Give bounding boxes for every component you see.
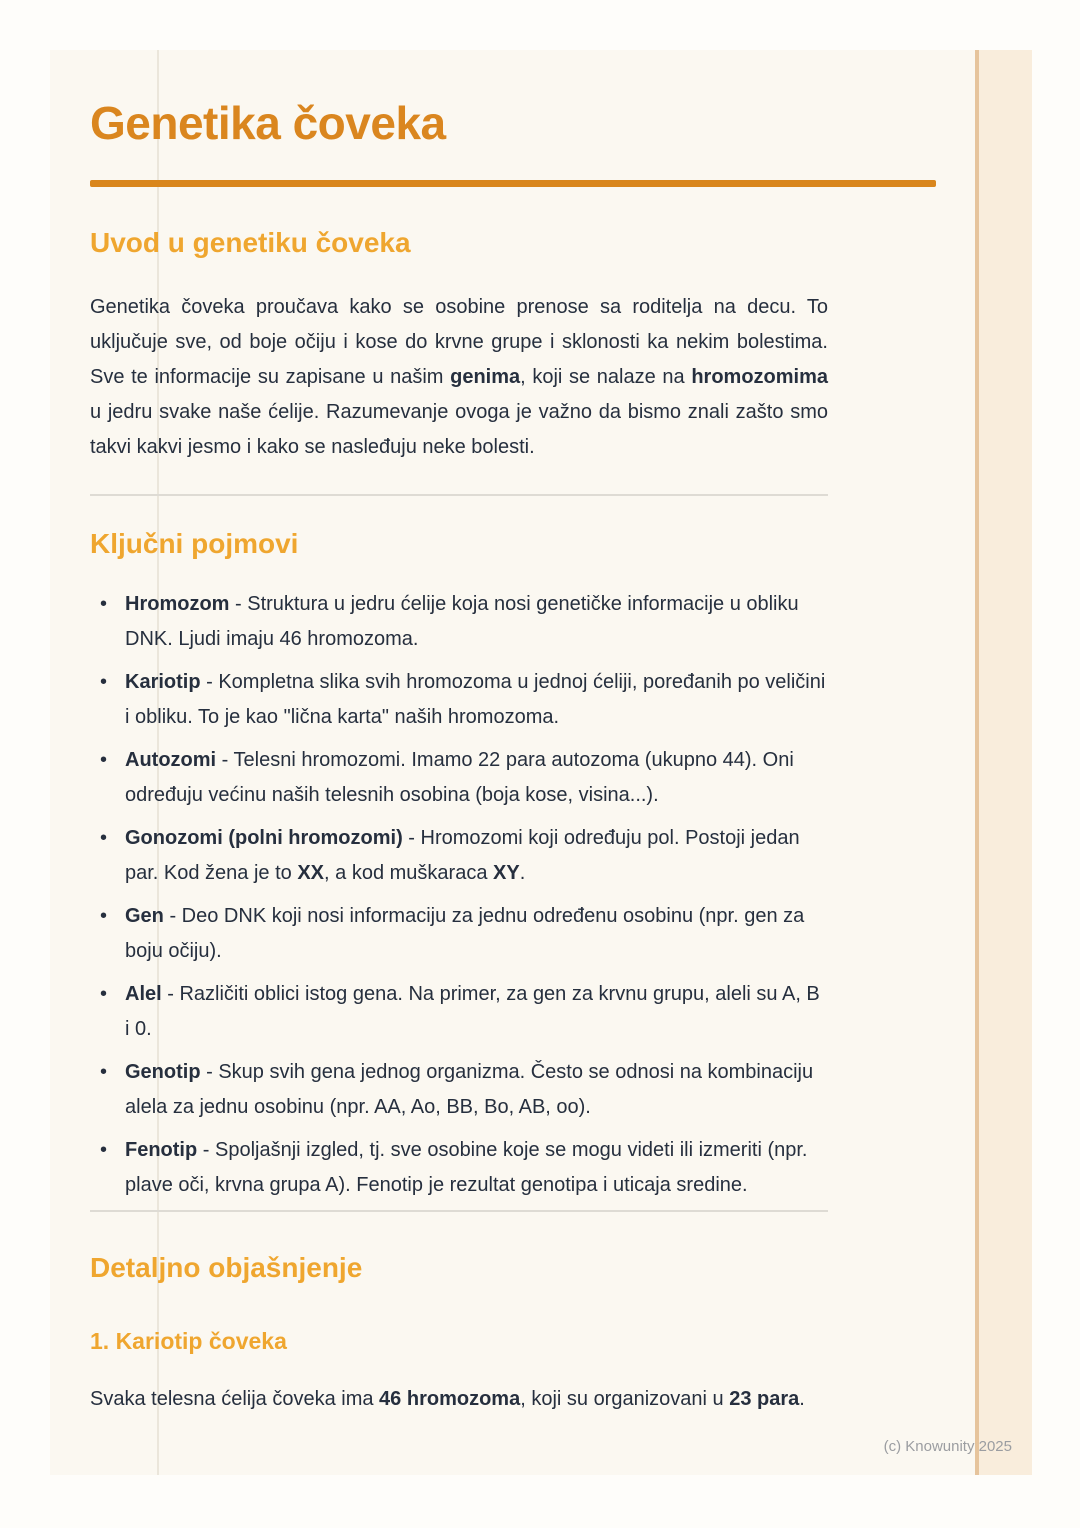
term-text: Gen - Deo DNK koji nosi informaciju za jednu određenu osobinu (npr. gen za boju očiju). [125,904,805,962]
term-text: Kariotip - Kompletna slika svih hromozoma u jednoj ćeliji, poređanih po veličini i obliku. To je kao "lična karta" naših hromozoma. [125,670,826,728]
bullet-icon: • [100,748,108,771]
term-item [90,899,828,969]
bullet-icon: • [100,1138,108,1161]
term-item [90,1055,828,1125]
notes-page [50,50,1032,1475]
section-divider [90,494,828,496]
bullet-icon: • [100,670,108,693]
term-item [90,665,828,735]
subsection-heading-kariotip: 1. Kariotip čoveka [90,1327,287,1354]
term-item [90,1133,828,1203]
section-divider [90,1210,828,1212]
term-item [90,821,828,891]
term-text: Gonozomi (polni hromozomi) - Hromozomi koji određuju pol. Postoji jedan par. Kod žena je to XX, a kod muškaraca XY. [125,826,800,884]
bullet-icon: • [100,826,108,849]
key-terms-list [90,587,828,1203]
term-text: Autozomi - Telesni hromozomi. Imamo 22 para autozoma (ukupno 44). Oni određuju većinu naših telesnih osobina (boja kose, visina...). [125,748,794,806]
page-edge-stripe [975,50,1032,1475]
watermark: (c) Knowunity 2025 [883,1438,1012,1455]
term-text: Genotip - Skup svih gena jednog organizma. Često se odnosi na kombinaciju alela za jednu osobinu (npr. AA, Ao, BB, Bo, AB, oo). [125,1060,814,1118]
bullet-icon: • [100,1060,108,1083]
term-text: Fenotip - Spoljašnji izgled, tj. sve osobine koje se mogu videti ili izmeriti (npr. plave oči, krvna grupa A). Fenotip je rezultat genotipa i uticaja sredine. [125,1138,808,1196]
details-paragraph: Svaka telesna ćelija čoveka ima 46 hromozoma, koji su organizovani u 23 para. [90,1387,805,1410]
section-heading-details: Detaljno objašnjenje [90,1251,363,1283]
term-text: Alel - Različiti oblici istog gena. Na primer, za gen za krvnu grupu, aleli su A, B i 0. [125,982,820,1040]
intro-paragraph: Genetika čoveka proučava kako se osobine prenose sa roditelja na decu. To uključuje sve, od boje očiju i kose do krvne grupe i sklonosti ka nekim bolestima. Sve te informacije su zapisane u našim genima, koji se nalaze na hromozomima u jedru svake naše ćelije. Razumevanje ovoga je važno da bismo znali zašto smo takvi kakvi jesmo i kako se nasleđuju neke bolesti. [90,295,828,458]
term-text: Hromozom - Struktura u jedru ćelije koja nosi genetičke informacije u obliku DNK. Ljudi imaju 46 hromozoma. [125,592,799,650]
title-underline [90,180,936,187]
term-item [90,977,828,1047]
bullet-icon: • [100,904,108,927]
bullet-icon: • [100,982,108,1005]
section-heading-intro: Uvod u genetiku čoveka [90,226,411,258]
page-content [50,50,828,1417]
bullet-icon: • [100,592,108,615]
section-heading-key-terms: Ključni pojmovi [90,527,299,559]
page-title: Genetika čoveka [90,97,446,149]
term-item [90,587,828,657]
term-item [90,743,828,813]
